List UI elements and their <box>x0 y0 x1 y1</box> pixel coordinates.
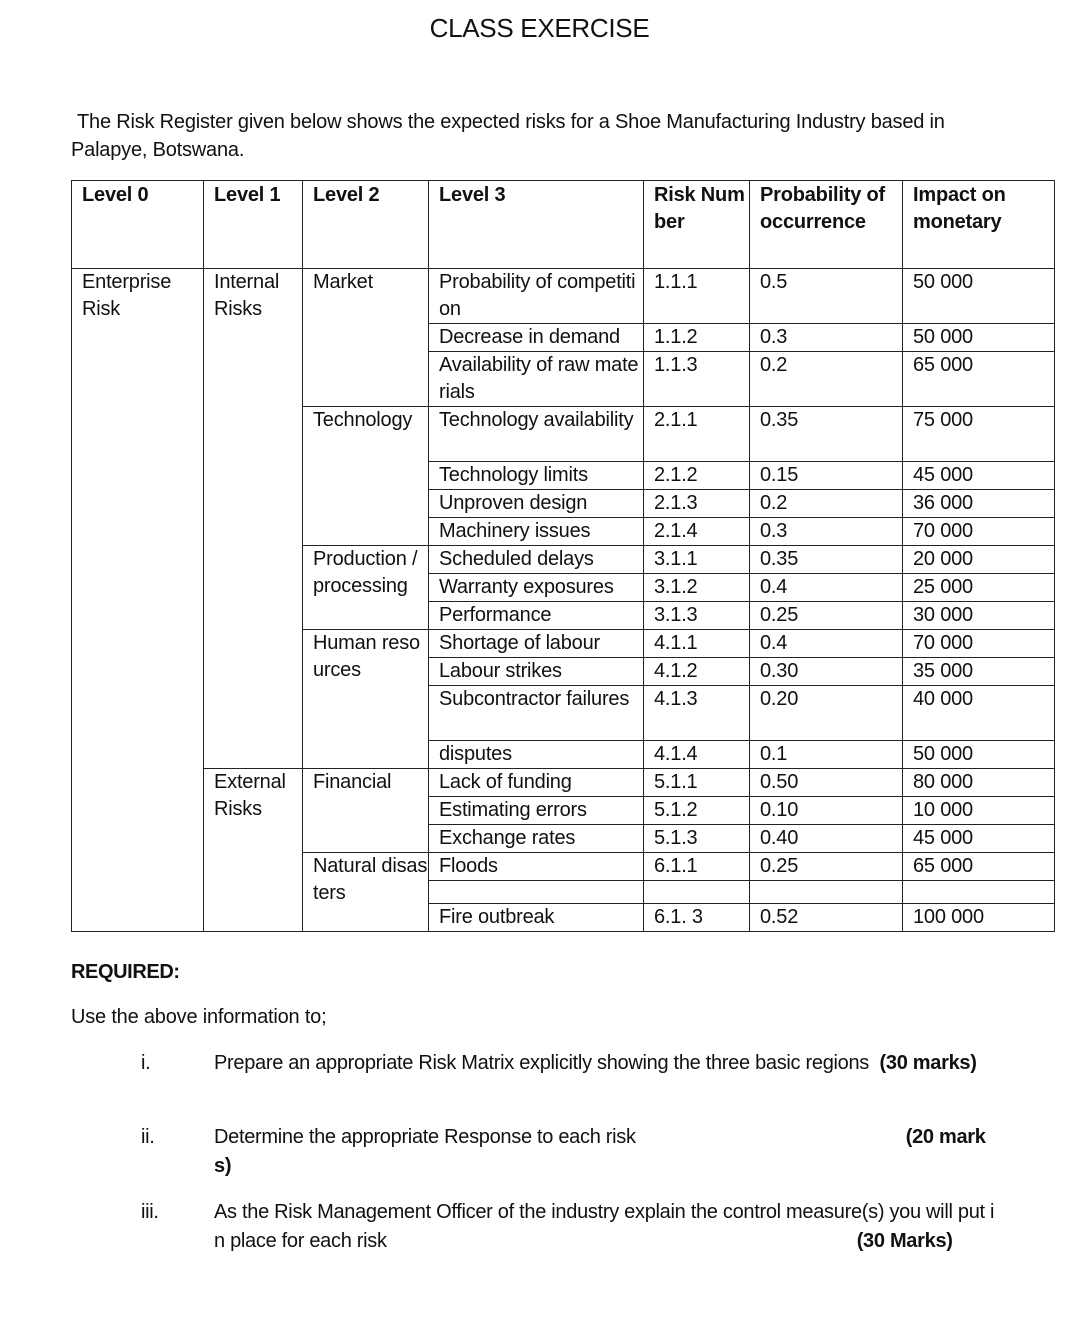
risk-register-table <box>71 180 1055 932</box>
risk-impact <box>903 881 1055 904</box>
risk-name: Unproven design <box>429 490 644 518</box>
risk-name <box>429 881 644 904</box>
required-heading: REQUIRED: <box>71 961 180 983</box>
risk-number: 5.1.3 <box>644 825 750 853</box>
header-level-1: Level 1 <box>204 181 303 269</box>
level0-enterprise-risk <box>72 269 204 932</box>
question-text <box>214 1049 1001 1078</box>
question-number: ii. <box>141 1126 155 1148</box>
risk-name: Technology limits <box>429 462 644 490</box>
page-title: CLASS EXERCISE <box>429 13 650 43</box>
risk-number: 5.1.1 <box>644 769 750 797</box>
level2-market: Market <box>303 269 429 407</box>
risk-number: 1.1.2 <box>644 324 750 352</box>
question-body: As the Risk Management Officer of the industry explain the control measure(s) you will put in place for each risk <box>214 1201 995 1252</box>
risk-number: 1.1.3 <box>644 352 750 407</box>
question-text <box>214 1198 1001 1256</box>
intro-line-1: The Risk Register given below shows the expected risks for a Shoe Manufacturing Industry based in <box>77 111 945 133</box>
risk-impact: 40 000 <box>903 686 1055 741</box>
risk-name: Estimating errors <box>429 797 644 825</box>
risk-probability: 0.35 <box>750 407 903 462</box>
risk-impact: 50 000 <box>903 741 1055 769</box>
risk-impact: 70 000 <box>903 630 1055 658</box>
risk-probability: 0.1 <box>750 741 903 769</box>
table-header-row <box>72 181 1055 269</box>
risk-impact: 30 000 <box>903 602 1055 630</box>
risk-name: Labour strikes <box>429 658 644 686</box>
question-3 <box>141 1198 1001 1256</box>
risk-name: Availability of raw materials <box>429 352 644 407</box>
table-row <box>72 769 1055 797</box>
risk-impact: 80 000 <box>903 769 1055 797</box>
risk-name: disputes <box>429 741 644 769</box>
risk-impact: 20 000 <box>903 546 1055 574</box>
risk-impact: 35 000 <box>903 658 1055 686</box>
risk-probability: 0.35 <box>750 546 903 574</box>
risk-number: 4.1.2 <box>644 658 750 686</box>
risk-number: 2.1.4 <box>644 518 750 546</box>
risk-impact: 100 000 <box>903 904 1055 932</box>
question-body: Determine the appropriate Response to each risk <box>214 1126 636 1148</box>
question-marks: (30 marks) <box>879 1052 977 1074</box>
table-row <box>72 269 1055 324</box>
question-number: i. <box>141 1052 151 1074</box>
level2-production: Production /processing <box>303 546 429 630</box>
risk-impact: 65 000 <box>903 853 1055 881</box>
level2-natural-disasters: Natural disasters <box>303 853 429 932</box>
risk-number <box>644 881 750 904</box>
risk-impact: 65 000 <box>903 352 1055 407</box>
risk-impact: 50 000 <box>903 269 1055 324</box>
risk-number: 2.1.3 <box>644 490 750 518</box>
risk-name: Lack of funding <box>429 769 644 797</box>
risk-number: 2.1.1 <box>644 407 750 462</box>
risk-probability: 0.2 <box>750 352 903 407</box>
header-level-3: Level 3 <box>429 181 644 269</box>
risk-probability: 0.25 <box>750 853 903 881</box>
risk-probability: 0.15 <box>750 462 903 490</box>
risk-number: 4.1.1 <box>644 630 750 658</box>
level2-financial: Financial <box>303 769 429 853</box>
level1-external-risks: External Risks <box>204 769 303 932</box>
risk-impact: 45 000 <box>903 825 1055 853</box>
risk-probability: 0.25 <box>750 602 903 630</box>
risk-impact: 36 000 <box>903 490 1055 518</box>
risk-impact: 45 000 <box>903 462 1055 490</box>
risk-name: Decrease in demand <box>429 324 644 352</box>
risk-probability: 0.52 <box>750 904 903 932</box>
risk-number: 4.1.4 <box>644 741 750 769</box>
risk-number: 3.1.1 <box>644 546 750 574</box>
risk-number: 6.1. 3 <box>644 904 750 932</box>
risk-number: 2.1.2 <box>644 462 750 490</box>
question-text <box>214 1123 1001 1181</box>
level1-internal-risks: Internal Risks <box>204 269 303 769</box>
risk-impact: 75 000 <box>903 407 1055 462</box>
risk-number: 6.1.1 <box>644 853 750 881</box>
risk-name: Floods <box>429 853 644 881</box>
risk-probability: 0.30 <box>750 658 903 686</box>
risk-probability: 0.50 <box>750 769 903 797</box>
intro-line-2: Palapye, Botswana. <box>71 139 245 161</box>
intro-paragraph <box>71 108 1021 164</box>
risk-name: Performance <box>429 602 644 630</box>
risk-name: Exchange rates <box>429 825 644 853</box>
risk-probability: 0.4 <box>750 574 903 602</box>
risk-probability: 0.5 <box>750 269 903 324</box>
risk-probability <box>750 881 903 904</box>
risk-name: Technology availability <box>429 407 644 462</box>
risk-name: Probability of competition <box>429 269 644 324</box>
risk-name: Shortage of labour <box>429 630 644 658</box>
risk-number: 1.1.1 <box>644 269 750 324</box>
risk-name: Warranty exposures <box>429 574 644 602</box>
risk-number: 4.1.3 <box>644 686 750 741</box>
risk-name: Subcontractor failures <box>429 686 644 741</box>
header-impact: Impact on monetary <box>903 181 1055 269</box>
risk-name: Fire outbreak <box>429 904 644 932</box>
risk-probability: 0.2 <box>750 490 903 518</box>
question-body: Prepare an appropriate Risk Matrix explicitly showing the three basic regions <box>214 1052 870 1074</box>
risk-probability: 0.3 <box>750 518 903 546</box>
header-risk-number: Risk Number <box>644 181 750 269</box>
header-level-0: Level 0 <box>72 181 204 269</box>
risk-name: Machinery issues <box>429 518 644 546</box>
level2-technology: Technology <box>303 407 429 546</box>
risk-number: 3.1.3 <box>644 602 750 630</box>
question-2 <box>141 1123 1001 1181</box>
question-marks: (20 marks) <box>214 1126 986 1177</box>
level0-label: Enterprise Risk <box>82 271 172 320</box>
risk-impact: 50 000 <box>903 324 1055 352</box>
header-level-2: Level 2 <box>303 181 429 269</box>
risk-number: 5.1.2 <box>644 797 750 825</box>
risk-probability: 0.20 <box>750 686 903 741</box>
question-marks: (30 Marks) <box>856 1230 953 1252</box>
instructions-text: Use the above information to; <box>71 1006 327 1028</box>
risk-name: Scheduled delays <box>429 546 644 574</box>
risk-probability: 0.10 <box>750 797 903 825</box>
risk-number: 3.1.2 <box>644 574 750 602</box>
level2-human-resources: Human resources <box>303 630 429 769</box>
risk-probability: 0.40 <box>750 825 903 853</box>
question-number: iii. <box>141 1201 159 1223</box>
question-1 <box>141 1049 1001 1078</box>
risk-impact: 70 000 <box>903 518 1055 546</box>
risk-probability: 0.4 <box>750 630 903 658</box>
risk-impact: 10 000 <box>903 797 1055 825</box>
header-probability: Probability of occurrence <box>750 181 903 269</box>
risk-probability: 0.3 <box>750 324 903 352</box>
risk-impact: 25 000 <box>903 574 1055 602</box>
